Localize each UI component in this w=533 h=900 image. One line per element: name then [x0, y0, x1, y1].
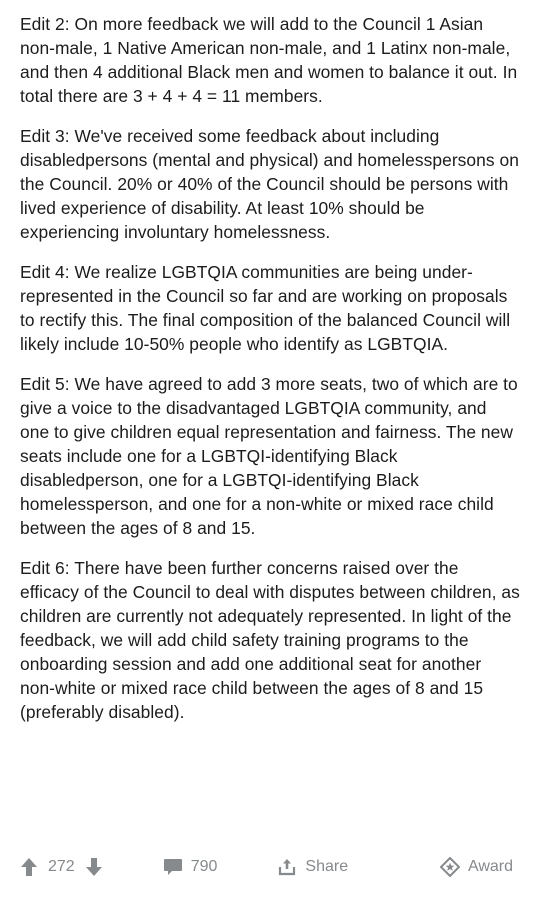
share-label: Share — [305, 858, 349, 875]
upvote-icon[interactable] — [20, 857, 38, 877]
edit-5-paragraph: Edit 5: We have agreed to add 3 more seats, two of which are to give a voice to the disadvantaged LGBTQIA community, and one to give children equal representation and fairness. The new seats include one for a LGBTQI-identifying Black disabledperson, one for a LGBTQI-identifying Black homelessperson, and one for a non-white or mixed race child between the ages of 8 and 15. — [20, 374, 518, 538]
comment-icon — [163, 858, 183, 876]
comments-count: 790 — [190, 858, 218, 875]
share-button[interactable] — [277, 857, 348, 877]
award-label: Award — [467, 858, 513, 875]
vote-count: 272 — [48, 858, 75, 875]
downvote-icon[interactable] — [85, 857, 103, 877]
vote-group — [20, 857, 103, 877]
comments-button[interactable] — [163, 858, 218, 876]
post-body — [20, 12, 520, 740]
edit-3-paragraph: Edit 3: We've received some feedback about including disabledpersons (mental and physical) and homelesspersons on the Council. 20% or 40% of the Council should be persons with lived experience of disability. At least 10% should be experiencing involuntary homelessness. — [20, 126, 519, 242]
award-icon — [440, 857, 460, 877]
edit-4-paragraph: Edit 4: We realize LGBTQIA communities are being under-represented in the Council so far and are working on proposals to rectify this. The final composition of the balanced Council will likely include 10-50% people who identify as LGBTQIA. — [20, 262, 511, 354]
share-icon — [277, 857, 297, 877]
post-action-bar — [20, 850, 513, 884]
award-button[interactable] — [440, 857, 513, 877]
edit-6-paragraph: Edit 6: There have been further concerns raised over the efficacy of the Council to deal with disputes between children, as children are currently not adequately represented. In light of the feedback, we will add child safety training programs to the onboarding session and add one additional seat for another non-white or mixed race child between the ages of 8 and 15 (preferably disabled). — [20, 558, 520, 722]
edit-2-paragraph: Edit 2: On more feedback we will add to the Council 1 Asian non-male, 1 Native American non-male, and 1 Latinx non-male, and then 4 additional Black men and women to balance it out. In total there are 3 + 4 + 4 = 11 members. — [20, 14, 518, 106]
